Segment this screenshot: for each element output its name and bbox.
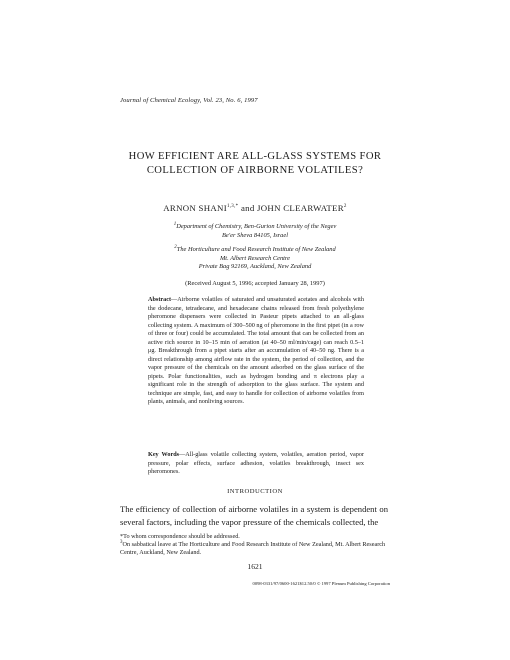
- title-line-1: HOW EFFICIENT ARE ALL-GLASS SYSTEMS FOR: [128, 151, 382, 162]
- abstract-text: —Airborne volatiles of saturated and unsaturated acetates and alcohols with the dodecane, tetradecane, and hexadecane chains released from fresh polyethylene pheromone dispensers were collected in Pasteur pipets attached to an all-glass collecting system. A maximum of 300–500 ng of pheromone in the first pipet (in a row of three or four) could be accumulated. The total amount that can be collected from an active rich source in 10–15 min of aeration (at 40–50 ml/min/cage) can reach 0.5–1 μg. Breakthrough from a pipet starts after an accumulation of 40–50 ng. There is a direct relationship among airflow rate in the system, the period of collection, and the vapor pressure of the chemicals on the amount adsorbed on the glass surface of the pipets. Polar functionalities, such as hydrogen bonding and π electrons play a significant role in the strength of adsorption to the glass surface. The system and technique are simple, fast, and easy to handle for collection of airborne volatiles from plants, animals, and nonliving sources.: [148, 296, 364, 405]
- author-superscript: 2: [343, 204, 347, 210]
- affiliation-line: Mt. Albert Research Centre: [219, 254, 291, 262]
- affiliation-line: Be'er Sheva 84105, Israel: [222, 231, 288, 239]
- copyright-line: 0098-0331/97/0600-1621$12.50/0 © 1997 Plenum Publishing Corporation: [252, 581, 390, 586]
- footnote-sabbatical: On sabbatical leave at The Horticulture and Food Research Institute of New Zealand, Mt. Albert Research Centre, Auckland, New Zealand.: [120, 540, 386, 556]
- page-number: 1621: [247, 562, 263, 571]
- title-line-2: COLLECTION OF AIRBORNE VOLATILES?: [146, 165, 364, 176]
- footnotes: [120, 533, 388, 556]
- abstract-label: Abstract: [148, 296, 172, 303]
- abstract: [148, 296, 364, 407]
- journal-header: Journal of Chemical Ecology, Vol. 23, No. 6, 1997: [120, 97, 258, 104]
- affiliation-mark: 2: [174, 244, 177, 250]
- author-name: JOHN CLEARWATER: [257, 203, 344, 213]
- key-words-text: —All-glass volatile collecting system, volatiles, aeration period, vapor pressure, polar effects, surface adhesion, volatiles breakthrough, insect sex pheromones.: [148, 451, 364, 475]
- affiliation-mark: 1: [173, 221, 177, 227]
- author-superscript: 1,3,*: [226, 204, 239, 210]
- author-conjunction: and: [240, 203, 255, 213]
- affiliation-line: Private Bag 92169, Auckland, New Zealand: [198, 263, 312, 271]
- received-dates: (Received August 5, 1996; accepted January 28, 1997): [185, 280, 325, 287]
- affiliation-line: The Horticulture and Food Research Institute of New Zealand: [176, 246, 336, 253]
- footnote-correspondence: *To whom correspondence should be addressed.: [120, 533, 240, 540]
- affiliation-2: [120, 246, 390, 272]
- article-title: [60, 150, 450, 178]
- key-words-label: Key Words: [148, 451, 180, 458]
- section-heading-introduction: INTRODUCTION: [227, 488, 283, 495]
- affiliation-1: [120, 223, 390, 240]
- introduction-paragraph: The efficiency of collection of airborne volatiles in a system is dependent on several factors, including the vapor pressure of the chemicals collected, the: [120, 504, 388, 527]
- key-words: [148, 451, 364, 477]
- author-list: [60, 203, 450, 213]
- footnote-mark: 3: [120, 539, 123, 545]
- author-name: ARNON SHANI: [163, 203, 227, 213]
- affiliation-line: Department of Chemistry, Ben-Gurion University of the Negev: [176, 223, 337, 230]
